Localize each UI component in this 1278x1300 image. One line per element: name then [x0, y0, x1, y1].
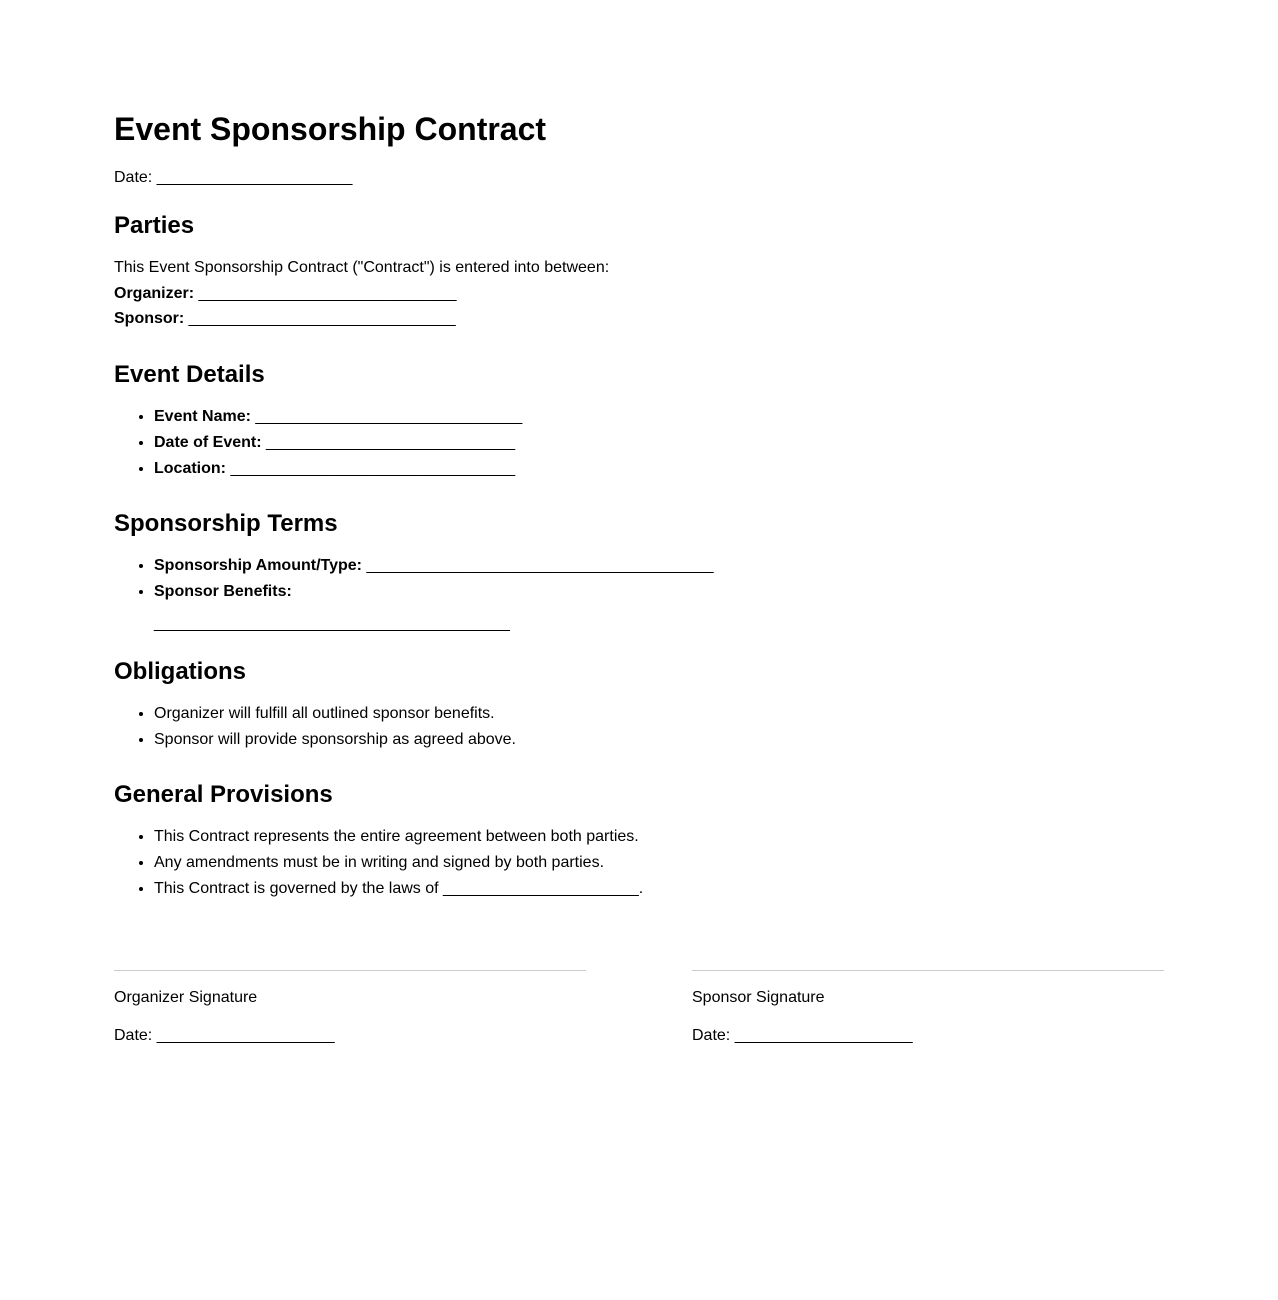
signature-line — [114, 970, 586, 971]
list-item: • Event Name: ______________________________ — [154, 404, 522, 430]
obligations-list — [114, 701, 516, 753]
list-item: • Sponsor will provide sponsorship as agreed above. — [154, 727, 516, 753]
organizer-field — [114, 285, 457, 303]
organizer-signature-block — [114, 970, 586, 1044]
list-item: • Sponsor Benefits: ________________________________________ — [154, 579, 713, 637]
organizer-blank: _____________________________ — [194, 285, 457, 302]
organizer-signature-label: Organizer Signature — [114, 989, 258, 1006]
sponsor-blank: ______________________________ — [184, 310, 456, 327]
general-provisions-list — [114, 824, 643, 902]
sponsor-signature-block — [692, 970, 1164, 1044]
list-item: • This Contract is governed by the laws of ______________________. — [154, 876, 643, 902]
page-title: Event Sponsorship Contract — [114, 111, 547, 147]
list-item: • Location: ________________________________ — [154, 456, 522, 482]
event-details-heading: Event Details — [114, 361, 265, 388]
parties-intro: This Event Sponsorship Contract ("Contract") is entered into between: — [114, 259, 610, 276]
sponsorship-terms-list — [114, 553, 713, 637]
sponsor-signature-label: Sponsor Signature — [692, 989, 825, 1006]
sponsorship-terms-heading: Sponsorship Terms — [114, 510, 338, 537]
organizer-label: Organizer: — [114, 285, 195, 302]
event-details-list — [114, 404, 522, 482]
list-item: • Any amendments must be in writing and signed by both parties. — [154, 850, 643, 876]
list-item: • This Contract represents the entire agreement between both parties. — [154, 824, 643, 850]
sponsor-signature-date: Date: ____________________ — [692, 1027, 913, 1044]
organizer-signature-date: Date: ____________________ — [114, 1027, 335, 1044]
obligations-heading: Obligations — [114, 658, 246, 685]
contract-date: Date: ______________________ — [114, 169, 353, 186]
signature-line — [692, 970, 1164, 971]
list-item: • Organizer will fulfill all outlined sponsor benefits. — [154, 701, 516, 727]
general-provisions-heading: General Provisions — [114, 781, 333, 808]
sponsor-field — [114, 310, 456, 328]
list-item: • Sponsorship Amount/Type: _______________________________________ — [154, 553, 713, 579]
list-item: • Date of Event: ____________________________ — [154, 430, 522, 456]
sponsor-label: Sponsor: — [114, 310, 185, 327]
parties-heading: Parties — [114, 212, 195, 239]
